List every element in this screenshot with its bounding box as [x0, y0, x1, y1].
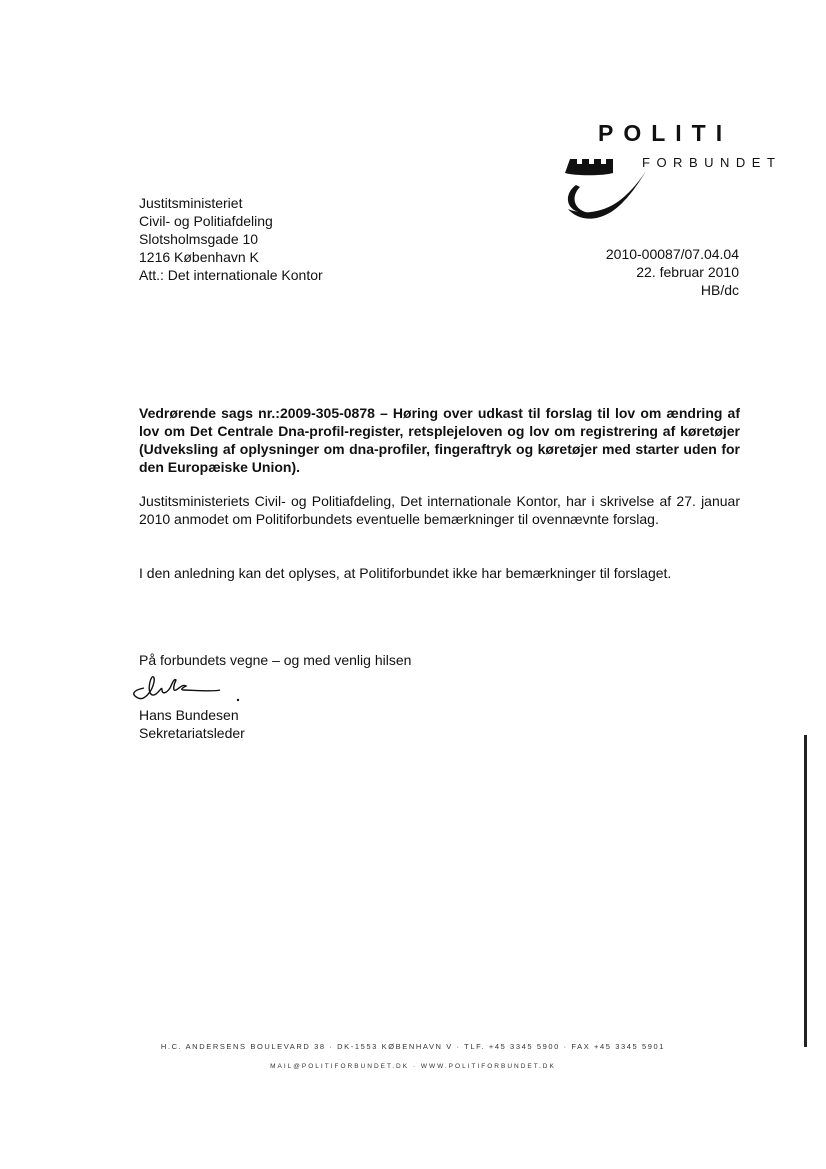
logo-title: POLITI: [598, 120, 733, 146]
signatory: [139, 706, 245, 742]
recipient-line: Att.: Det internationale Kontor: [139, 267, 323, 283]
subject-heading: Vedrørende sags nr.:2009-305-0878 – Høring over udkast til forslag til lov om ændring af lov om Det Centrale Dna-profil-register, retsplejeloven og lov om registrering af køretøjer (Udveksling af oplysninger om dna-profiler, fingeraftryk og køretøjer med starter uden for den Europæiske Union).: [139, 405, 740, 475]
recipient-address: [139, 194, 323, 284]
letter-meta: [606, 245, 739, 299]
handwritten-signature: [126, 666, 246, 708]
body-paragraph: I den anledning kan det oplyses, at Politiforbundet ikke har bemærkninger til forslaget.: [139, 565, 672, 581]
initials: HB/dc: [700, 282, 739, 298]
reference-number: 2010-00087/07.04.04: [605, 246, 739, 262]
recipient-line: Civil- og Politiafdeling: [139, 213, 273, 229]
logo-subtitle: FORBUNDET: [642, 155, 782, 170]
footer-contact: MAIL@POLITIFORBUNDET.DK · WWW.POLITIFORBUNDET.DK: [270, 1063, 556, 1070]
body-paragraph: Justitsministeriets Civil- og Politiafdeling, Det internationale Kontor, har i skrivelse af 27. januar 2010 anmodet om Politiforbundets eventuelle bemærkninger til ovennævnte forslag.: [139, 493, 740, 527]
scan-edge-line: [804, 735, 807, 1047]
police-crown-logo-icon: [562, 155, 652, 231]
recipient-line: Slotsholmsgade 10: [139, 231, 259, 247]
signatory-title: Sekretariatsleder: [139, 725, 245, 741]
footer-address: H.C. ANDERSENS BOULEVARD 38 · DK-1553 KØBENHAVN V · TLF. +45 3345 5900 · FAX +45 3345 5901: [160, 1042, 666, 1051]
letter-date: 22. februar 2010: [636, 264, 739, 280]
recipient-line: 1216 København K: [139, 249, 259, 265]
recipient-line: Justitsministeriet: [139, 195, 243, 211]
signatory-name: Hans Bundesen: [139, 707, 239, 723]
closing-greeting: På forbundets vegne – og med venlig hilsen: [139, 652, 412, 668]
